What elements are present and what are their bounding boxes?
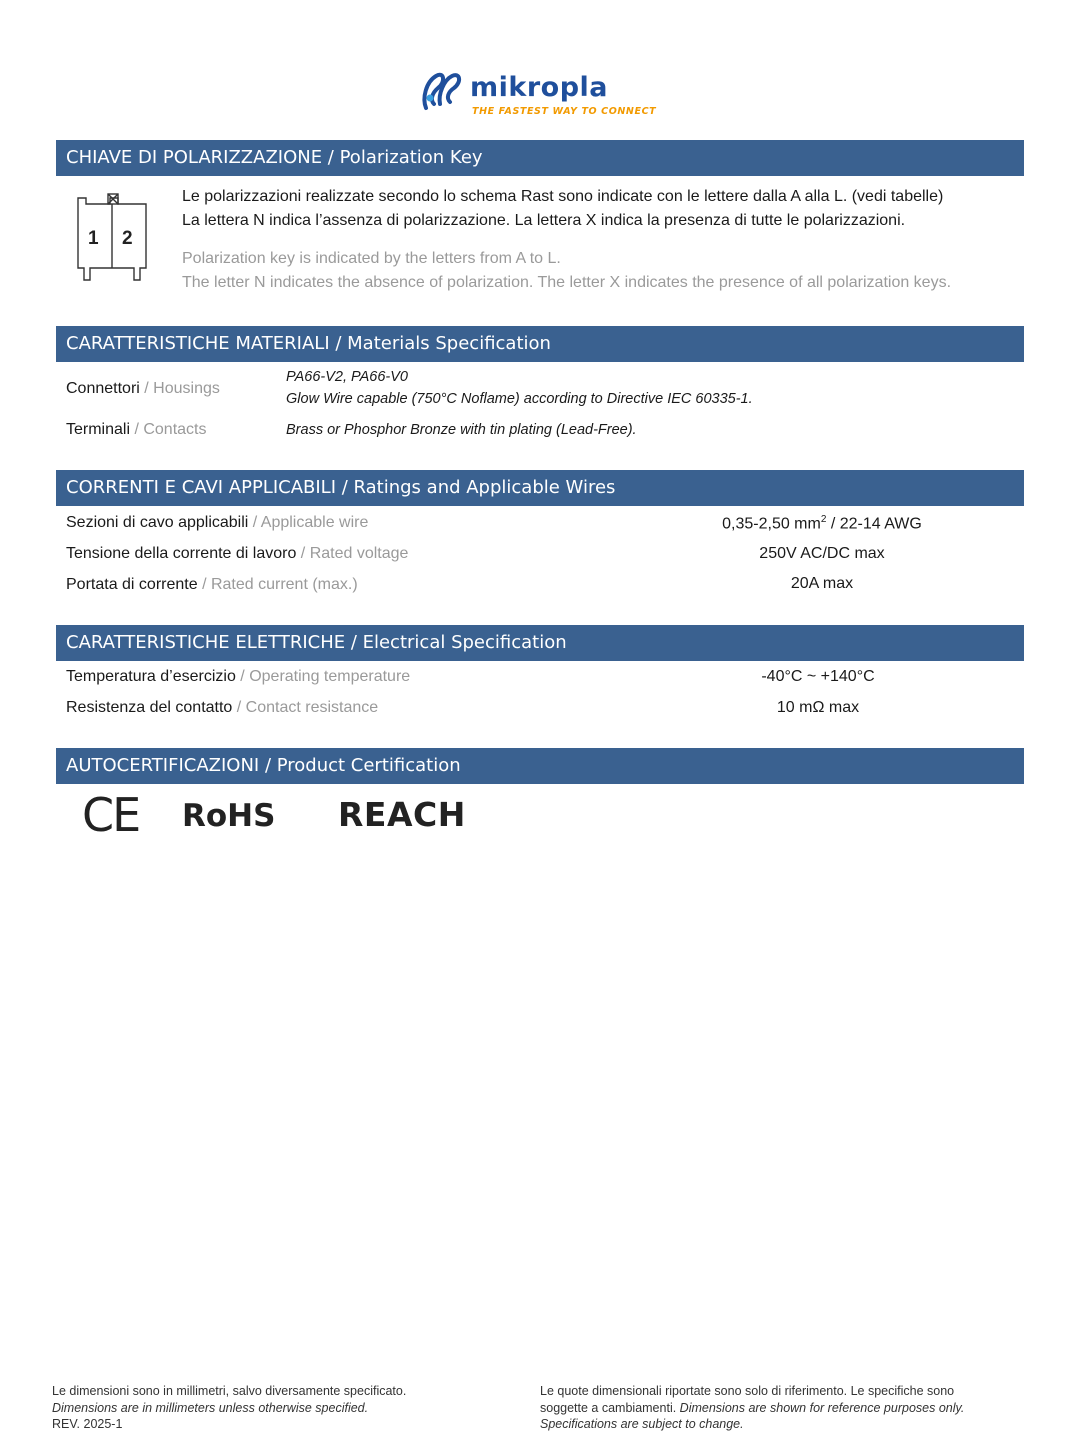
footer-left-line2: Dimensions are in millimeters unless otherwise specified. bbox=[52, 1400, 369, 1415]
electrical-label-resistance bbox=[66, 699, 378, 717]
label-it: Terminali bbox=[66, 421, 131, 438]
ratings-value-wire bbox=[692, 514, 952, 533]
label-en: / Applicable wire bbox=[248, 514, 369, 531]
label-en: / Rated voltage bbox=[296, 545, 409, 562]
ratings-label-voltage bbox=[66, 545, 408, 563]
footer-right-line2: soggette a cambiamenti. Dimensions are shown for reference purposes only. bbox=[540, 1400, 965, 1415]
section-header-ratings: CORRENTI E CAVI APPLICABILI / Ratings and Applicable Wires bbox=[56, 470, 1024, 506]
ratings-value-current: 20A max bbox=[790, 575, 854, 592]
polarization-en-line1: Polarization key is indicated by the letters from A to L. bbox=[182, 250, 561, 267]
label-it: Sezioni di cavo applicabili bbox=[66, 514, 249, 531]
reach-mark-icon: REACH bbox=[338, 795, 466, 834]
footer-left bbox=[52, 1383, 502, 1433]
label-en: / Contact resistance bbox=[232, 699, 379, 716]
electrical-value-temperature: -40°C ~ +140°C bbox=[761, 668, 875, 685]
polarization-diagram bbox=[72, 190, 152, 282]
ratings-label-current bbox=[66, 576, 358, 594]
label-en: / Rated current (max.) bbox=[197, 576, 358, 593]
materials-label-housings bbox=[66, 380, 220, 398]
polarization-it-line1: Le polarizzazioni realizzate secondo lo schema Rast sono indicate con le lettere dalla A alla L. (vedi tabelle) bbox=[182, 188, 944, 205]
rohs-mark-icon: RoHS bbox=[182, 798, 276, 834]
ratings-value-voltage: 250V AC/DC max bbox=[759, 545, 885, 562]
polarization-en-line2: The letter N indicates the absence of polarization. The letter X indicates the presence of all polarization keys. bbox=[182, 274, 952, 291]
logo-brand-name: mikropla bbox=[470, 72, 609, 103]
label-it: Tensione della corrente di lavoro bbox=[66, 545, 297, 562]
label-it: Portata di corrente bbox=[66, 576, 198, 593]
section-header-electrical: CARATTERISTICHE ELETTRICHE / Electrical Specification bbox=[56, 625, 1024, 661]
label-it: Temperatura d’esercizio bbox=[66, 668, 236, 685]
label-it: Connettori bbox=[66, 380, 140, 397]
electrical-label-temperature bbox=[66, 668, 410, 686]
section-header-polarization: CHIAVE DI POLARIZZAZIONE / Polarization Key bbox=[56, 140, 1024, 176]
diagram-label-1: 1 bbox=[88, 228, 99, 249]
materials-housings-value1: PA66-V2, PA66-V0 bbox=[286, 369, 408, 385]
wire-awg: / 22-14 AWG bbox=[826, 515, 922, 533]
diagram-label-2: 2 bbox=[122, 228, 133, 249]
section-header-certification: AUTOCERTIFICAZIONI / Product Certification bbox=[56, 748, 1024, 784]
logo-tagline: THE FASTEST WAY TO CONNECT bbox=[472, 106, 657, 117]
materials-label-contacts bbox=[66, 421, 207, 439]
footer-right bbox=[540, 1383, 1040, 1433]
footer-right-line3: Specifications are subject to change. bbox=[540, 1417, 744, 1431]
electrical-value-resistance: 10 mΩ max bbox=[776, 699, 860, 716]
footer-revision: REV. 2025-1 bbox=[52, 1417, 123, 1431]
section-header-materials: CARATTERISTICHE MATERIALI / Materials Specification bbox=[56, 326, 1024, 362]
company-logo bbox=[420, 66, 660, 120]
polarization-it-line2: La lettera N indica l’assenza di polarizzazione. La lettera X indica la presenza di tutte le polarizzazioni. bbox=[182, 212, 906, 229]
wire-section: 0,35-2,50 mm bbox=[722, 515, 821, 533]
materials-contacts-value: Brass or Phosphor Bronze with tin plating (Lead-Free). bbox=[286, 422, 637, 438]
label-it: Resistenza del contatto bbox=[66, 699, 233, 716]
label-en: / Housings bbox=[139, 380, 220, 397]
label-en: / Operating temperature bbox=[235, 668, 411, 685]
materials-housings-value2: Glow Wire capable (750°C Noflame) according to Directive IEC 60335-1. bbox=[286, 391, 753, 407]
label-en: / Contacts bbox=[130, 421, 207, 438]
polarization-housing-icon bbox=[72, 190, 152, 282]
ratings-label-wire bbox=[66, 514, 368, 532]
superscript: 2 bbox=[820, 514, 827, 525]
ce-mark-icon: CE bbox=[82, 788, 140, 842]
footer-right-line1: Le quote dimensionali riportate sono solo di riferimento. Le specifiche sono bbox=[540, 1384, 955, 1398]
logo-swirl-icon bbox=[420, 68, 468, 112]
footer-left-line1: Le dimensioni sono in millimetri, salvo diversamente specificato. bbox=[52, 1384, 407, 1398]
